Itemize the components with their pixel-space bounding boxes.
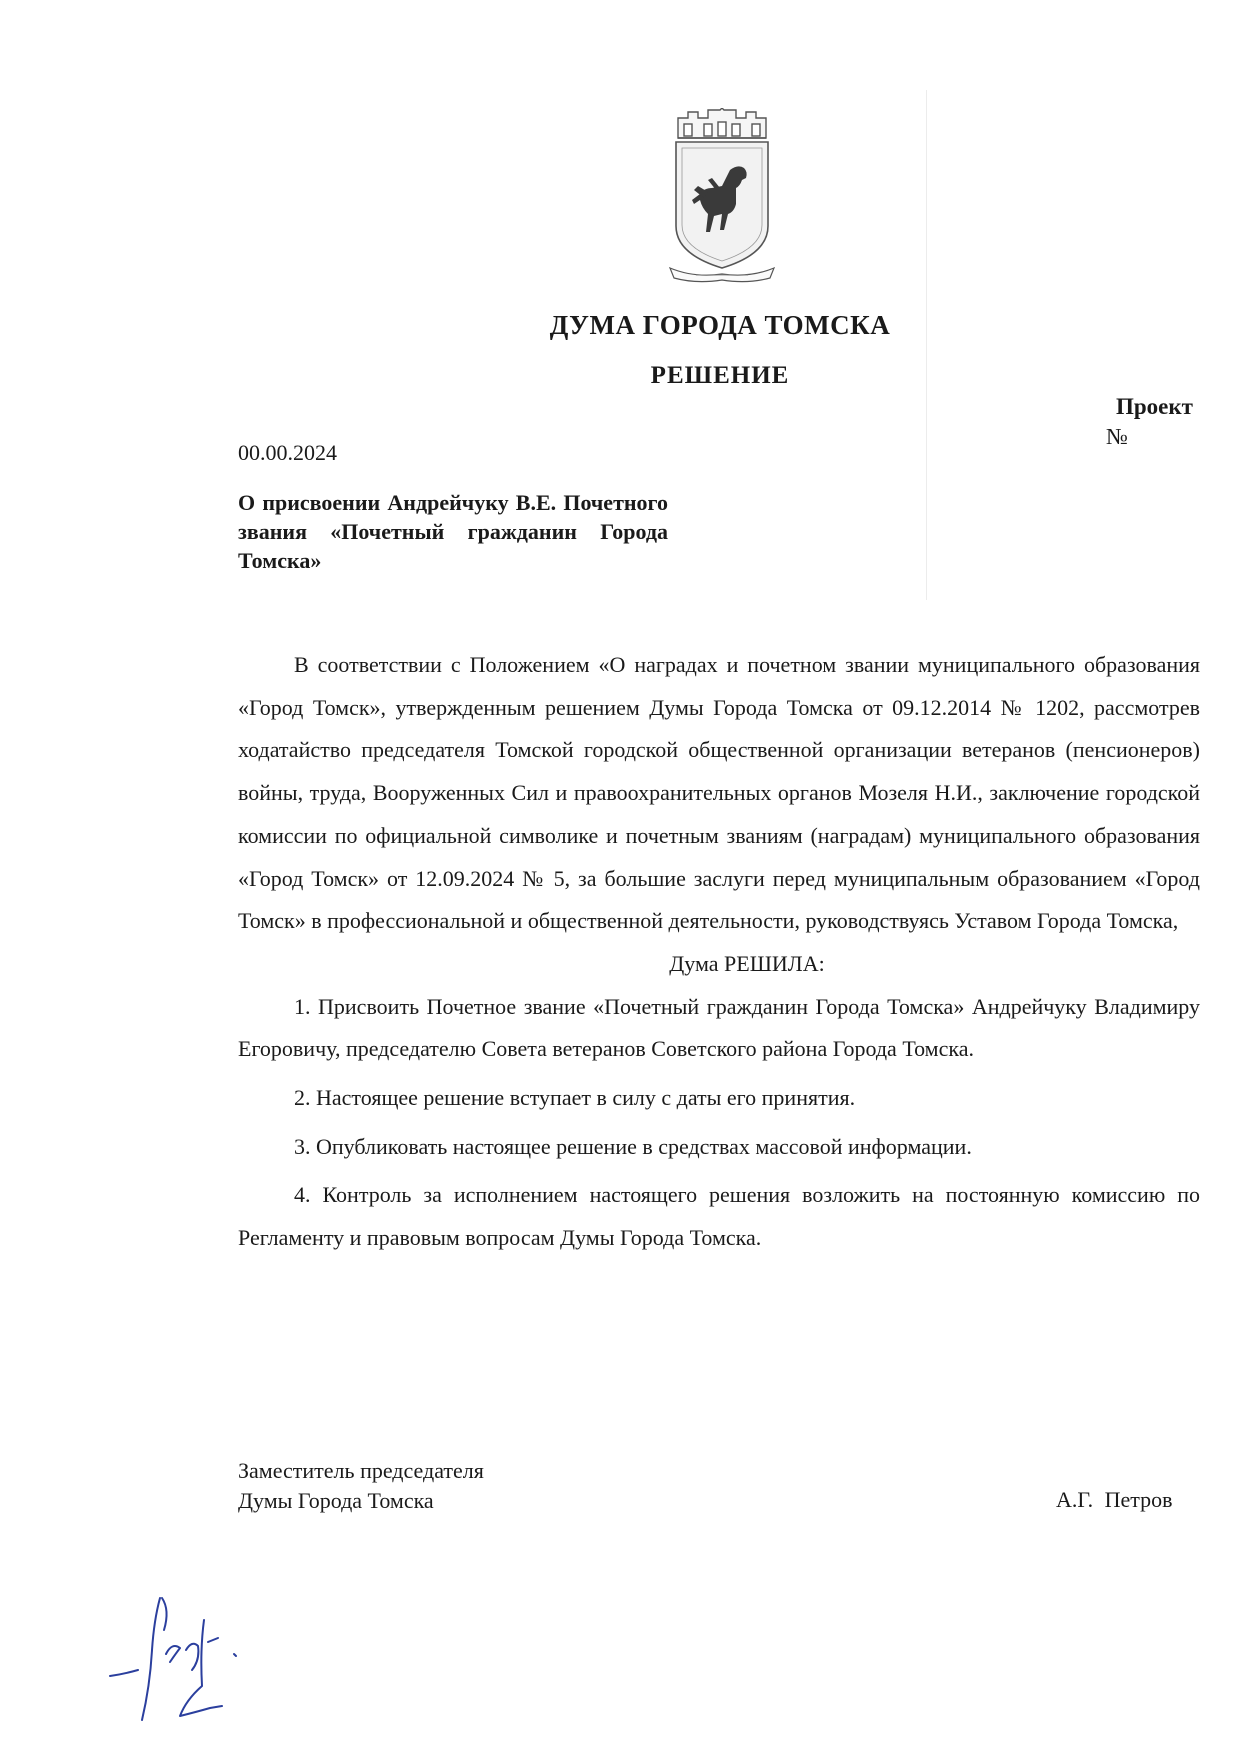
organization-title: ДУМА ГОРОДА ТОМСКА (549, 310, 891, 340)
signatory-name: А.Г. Петров (1056, 1487, 1173, 1512)
resolved-heading: Дума РЕШИЛА: (669, 950, 825, 976)
signatory-position-line: Думы Города Томска (238, 1488, 434, 1513)
preamble-paragraph: В соответствии с Положением «О наградах и почетном звании муниципального образования «Город Томск», утвержденным решением Думы Города Томска от 09.12.2014 № 1202, рассмотрев ходатайство председателя Томской городской общественной организации ветеранов (пенсионеров) войны, труда, Вооруженных Сил и правоохранительных органов Мозеля Н.И., заключение городской комиссии по официальной символике и почетным званиям (наградам) муниципального образования «Город Томск» от 12.09.2024 № 5, за большие заслуги перед муниципальным образованием «Город Томск» в профессиональной и общественной деятельности, руководствуясь Уставом Города Томска, (238, 652, 1200, 934)
resolution-item: 1. Присвоить Почетное звание «Почетный гражданин Города Томска» Андрейчуку Владимиру Егоровичу, председателю Совета ветеранов Советского района Города Томска. (238, 993, 1200, 1062)
project-label: Проект (1116, 394, 1193, 419)
coat-of-arms-emblem (664, 108, 780, 284)
signatory-position-line: Заместитель председателя (238, 1458, 484, 1483)
document-date: 00.00.2024 (238, 440, 337, 465)
resolution-item: 3. Опубликовать настоящее решение в средствах массовой информации. (294, 1133, 972, 1159)
document-subject: О присвоении Андрейчуку В.Е. Почетного звания «Почетный гражданин Города Томска» (238, 490, 668, 573)
document-body (238, 644, 1200, 1260)
project-number-label: № (1106, 424, 1128, 449)
scan-artifact-line (926, 90, 927, 600)
handwritten-signature (100, 1590, 270, 1740)
resolution-item: 2. Настоящее решение вступает в силу с даты его принятия. (294, 1085, 856, 1111)
document-type-heading: РЕШЕНИЕ (650, 362, 790, 389)
signatory-position (238, 1456, 484, 1516)
resolution-item: 4. Контроль за исполнением настоящего решения возложить на постоянную комиссию по Регламенту и правовым вопросам Думы Города Томска. (238, 1182, 1200, 1251)
